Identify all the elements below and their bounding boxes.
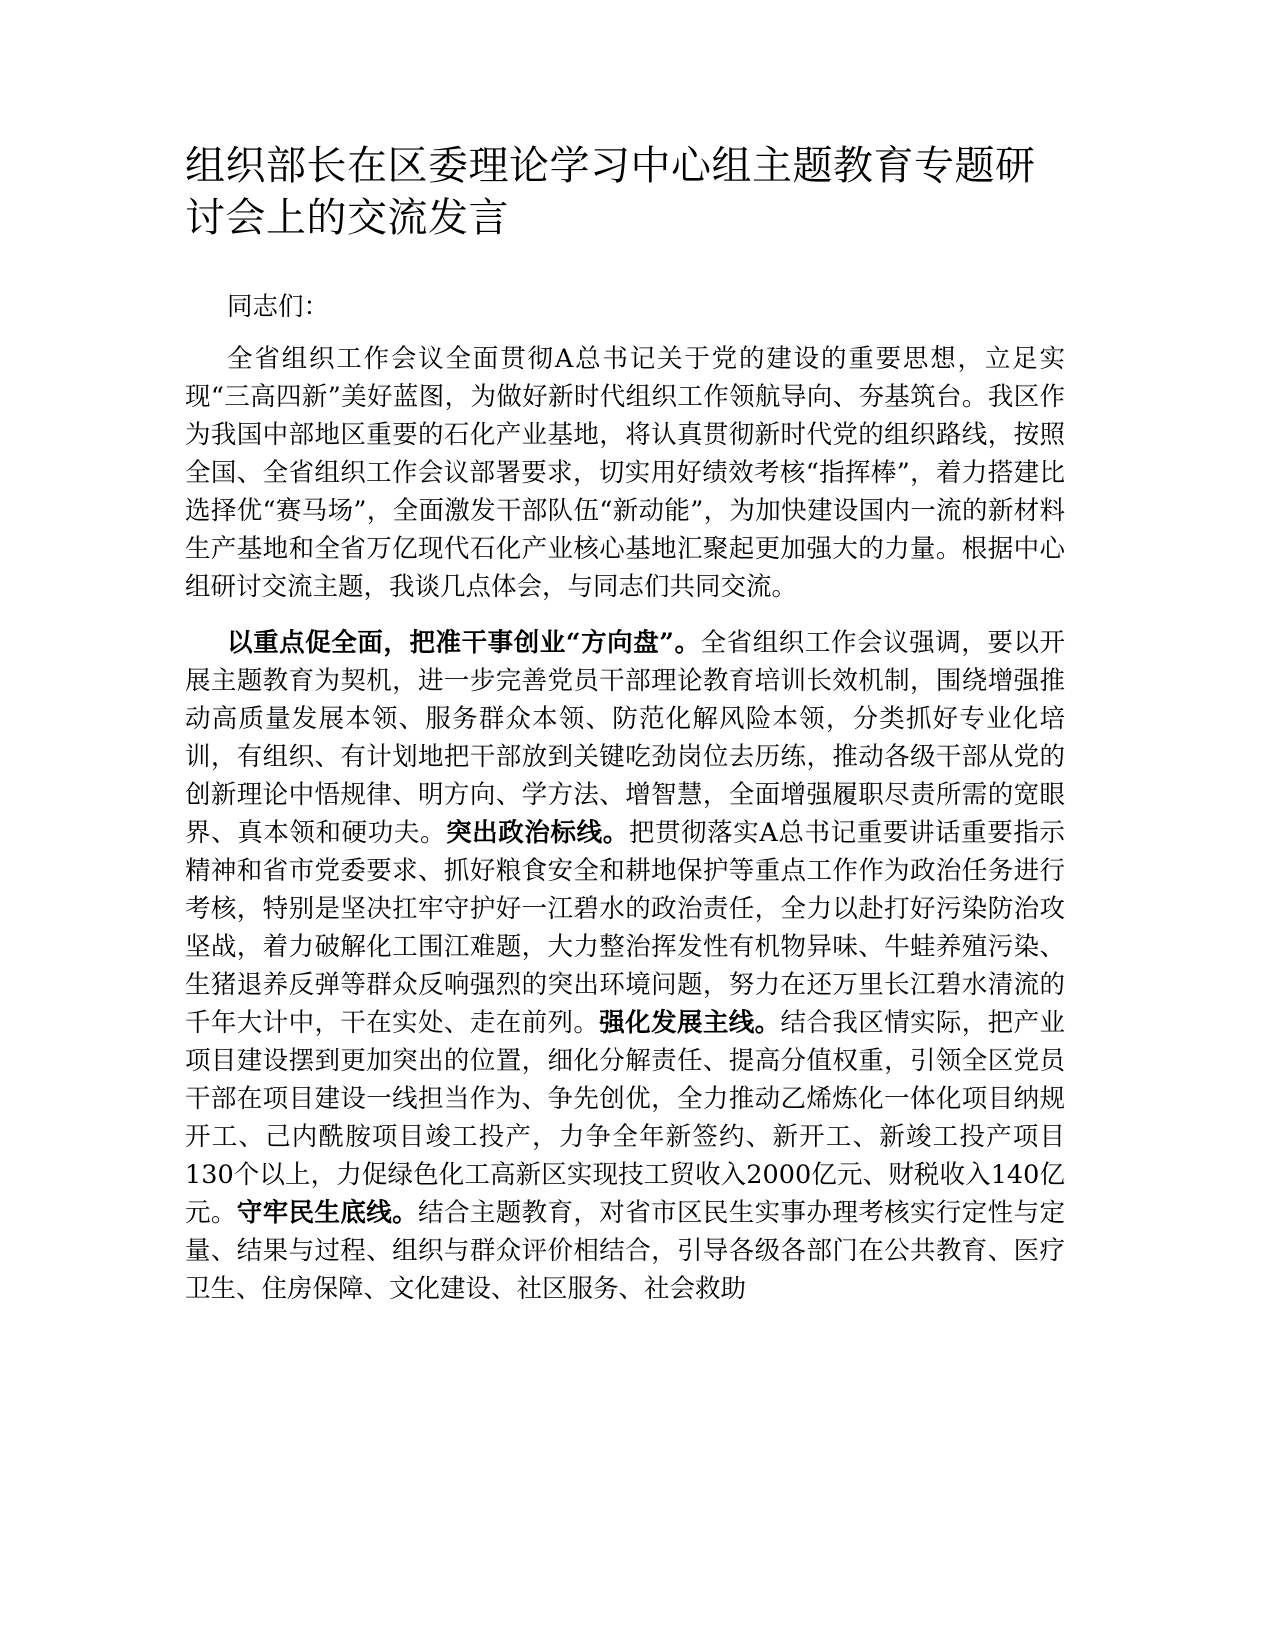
subheading-livelihood: 守牢民生底线。 [236, 1198, 419, 1228]
political-text: 把贯彻落实A总书记重要讲话重要指示精神和省市党委要求、抓好粮食安全和耕地保护等重点工作作为政治任务进行考核，特别是坚决扛牢守护好一江碧水的政治责任，全力以赴打好污染防治攻坚战，着力破解化工围江难题，大力整治挥发性有机物异味、牛蛙养殖污染、生猪退养反弹等群众反响强烈的突出环境问题，努力在还万里长江碧水清流的千年大计中，干在实处、走在前列。 [185, 818, 1065, 1038]
development-text: 结合我区情实际，把产业项目建设摆到更加突出的位置，细化分解责任、提高分值权重，引领全区党员干部在项目建设一线担当作为、争先创优，全力推动乙烯炼化一体化项目纳规开工、己内酰胺项目竣工投产，力争全年新签约、新开工、新竣工投产项目130个以上，力促绿色化工高新区实现技工贸收入2000亿元、财税收入140亿元。 [185, 1008, 1065, 1228]
livelihood-text: 结合主题教育，对省市区民生实事办理考核实行定性与定量、结果与过程、组织与群众评价相结合，引导各级各部门在公共教育、医疗卫生、住房保障、文化建设、社区服务、社会救助 [185, 1198, 1065, 1304]
section-paragraph [185, 624, 1065, 1308]
subheading-development: 强化发展主线。 [599, 1008, 781, 1038]
document-title: 组织部长在区委理论学习中心组主题教育专题研讨会上的交流发言 [185, 143, 1036, 241]
subheading-political: 突出政治标线。 [446, 818, 629, 848]
greeting: 同志们： [227, 292, 330, 322]
section-text: 全省组织工作会议强调，要以开展主题教育为契机，进一步完善党员干部理论教育培训长效机制，围绕增强推动高质量发展本领、服务群众本领、防范化解风险本领，分类抓好专业化培训，有组织、有计划地把干部放到关键吃劲岗位去历练，推动各级干部从党的创新理论中悟规律、明方向、学方法、增智慧，全面增强履职尽责所需的宽眼界、真本领和硬功夫。 [185, 628, 1065, 848]
intro-paragraph: 全省组织工作会议全面贯彻A总书记关于党的建设的重要思想，立足实现“三高四新”美好蓝图，为做好新时代组织工作领航导向、夯基筑台。我区作为我国中部地区重要的石化产业基地，将认真贯彻新时代党的组织路线，按照全国、全省组织工作会议部署要求，切实用好绩效考核“指挥棒”，着力搭建比选择优“赛马场”，全面激发干部队伍“新动能”，为加快建设国内一流的新材料生产基地和全省万亿现代石化产业核心基地汇聚起更加强大的力量。根据中心组研讨交流主题，我谈几点体会，与同志们共同交流。 [185, 344, 1065, 602]
section-heading: 以重点促全面，把准干事创业“方向盘”。 [227, 628, 701, 658]
document-page [185, 140, 1065, 1620]
